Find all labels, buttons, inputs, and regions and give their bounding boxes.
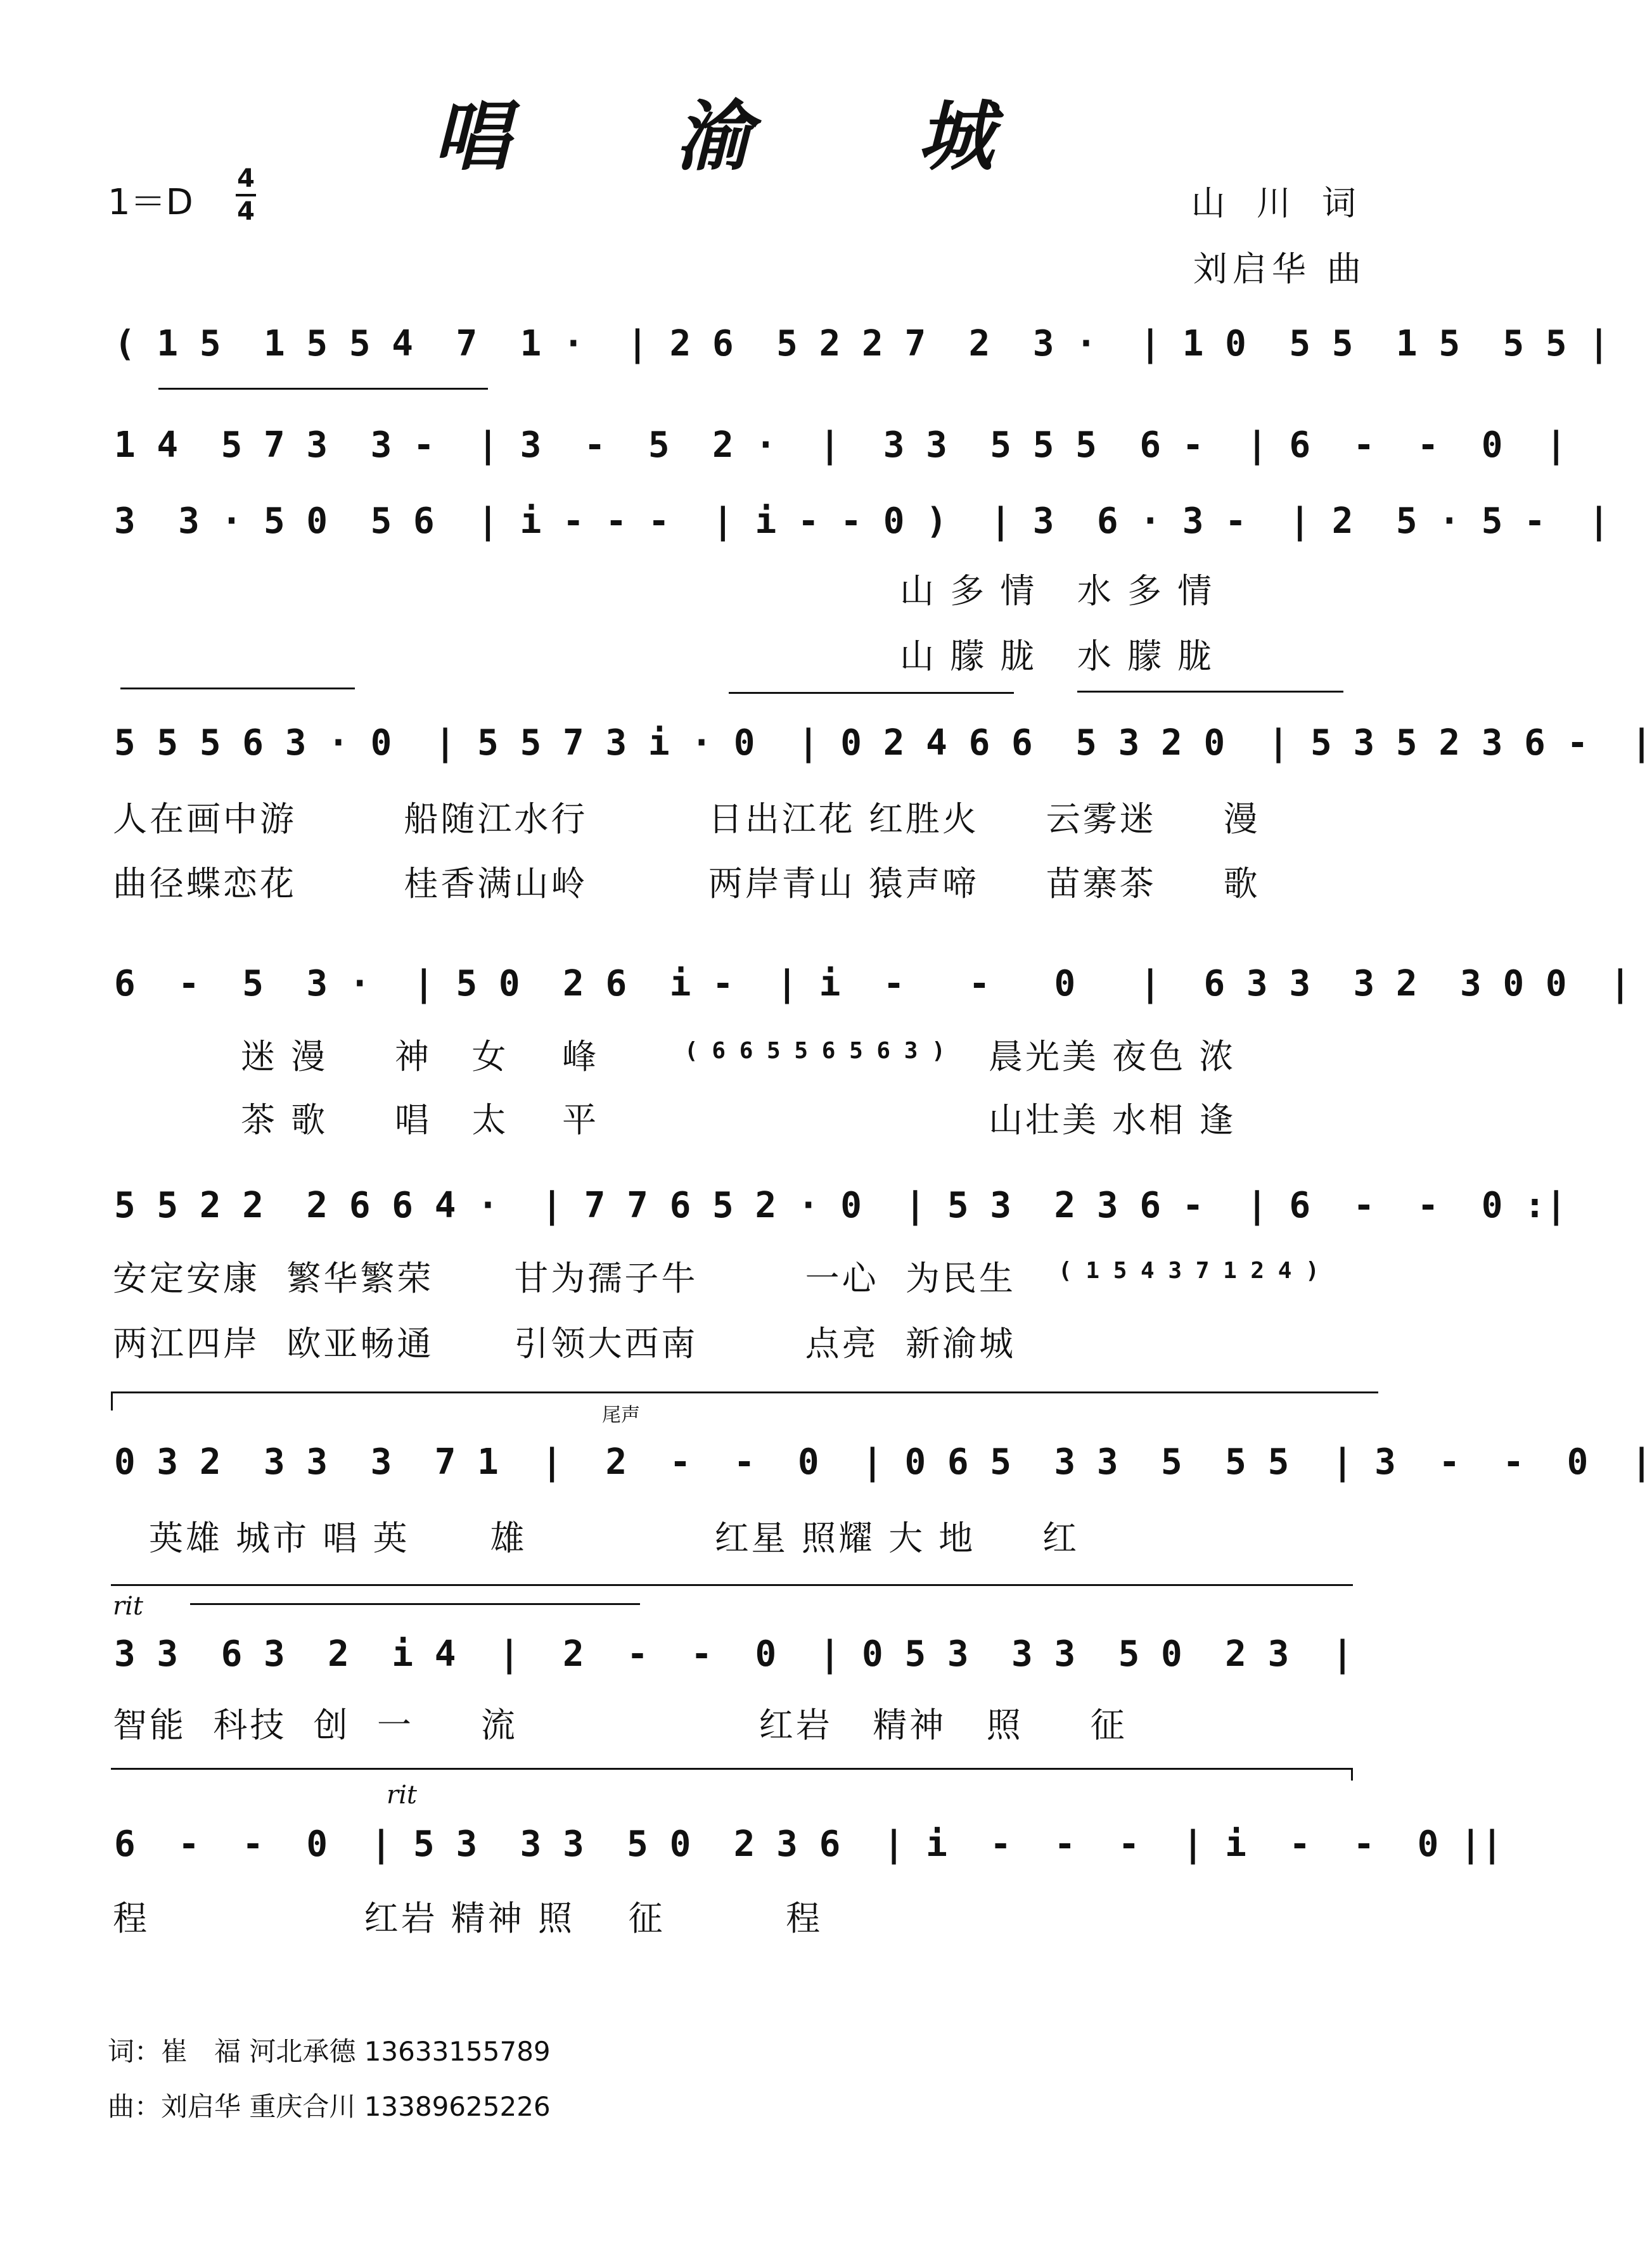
time-signature-top: 4	[237, 164, 255, 193]
lyricist-contact: 词：崔 福 河北承德 13633155789	[108, 2036, 551, 2067]
crescendo-hairpin	[729, 692, 1014, 694]
time-signature-bottom: 4	[237, 197, 255, 226]
lyric-row-5-verse-2: 茶 歌 唱 太 平	[241, 1100, 599, 1140]
key-signature: 1＝D	[108, 182, 193, 223]
lyric-row-3-verse-1: 山 多 情 水 多 情	[900, 571, 1215, 611]
coda-label: 尾声	[602, 1404, 640, 1426]
composer-credit: 刘启华 曲	[1193, 249, 1366, 289]
lyric-row-4-verse-2: 曲径蝶恋花 桂香满山岭 两岸青山 猿声啼 苗寨茶 歌	[113, 864, 1260, 904]
lyric-row-8: 智能 科技 创 一 流 红岩 精神 照 征	[113, 1705, 1127, 1745]
system-divider	[111, 1768, 1353, 1770]
interlude-figure-1: ( 6 6 5 5 6 5 6 3 )	[684, 1038, 945, 1064]
lyric-row-5-verse-1-cont: 晨光美 夜色 浓	[989, 1037, 1236, 1077]
crescendo-hairpin	[120, 688, 355, 689]
lyric-row-5-verse-2-cont: 山壮美 水相 逢	[989, 1100, 1236, 1140]
lyric-row-6-verse-1: 安定安康 繁华繁荣 甘为孺子牛 一心 为民生	[113, 1258, 1016, 1298]
bracket-tick	[1351, 1768, 1353, 1781]
lyric-row-7: 英雄 城市 唱 英 雄 红星 照耀 大 地 红	[149, 1518, 1080, 1558]
notation-row-5: 6 - 5 3 · | 5 0 2 6 i - | i - - 0 | 6 3 3 3 2 3 0 0 |	[114, 963, 1631, 1004]
tempo-mark-rit: rit	[113, 1592, 143, 1621]
lyric-row-6-verse-2: 两江四岸 欧亚畅通 引领大西南 点亮 新渝城	[113, 1324, 1016, 1364]
lyric-row-5-verse-1: 迷 漫 神 女 峰	[241, 1037, 599, 1077]
song-title: 唱 渝 城	[433, 92, 1063, 181]
crescendo-hairpin	[190, 1603, 640, 1605]
crescendo-hairpin	[1077, 691, 1343, 693]
coda-bracket-line	[111, 1391, 1378, 1393]
tempo-mark-rit: rit	[387, 1781, 417, 1810]
notation-row-1: ( 1 5 1 5 5 4 7 1 · | 2 6 5 2 2 7 2 3 · | 1 0 5 5 1 5 5 5 |	[114, 323, 1610, 364]
notation-row-4: 5 5 5 6 3 · 0 | 5 5 7 3 i · 0 | 0 2 4 6 6 5 3 2 0 | 5 3 5 2 3 6 - |	[114, 722, 1652, 764]
composer-contact: 曲：刘启华 重庆合川 13389625226	[108, 2091, 551, 2122]
crescendo-hairpin	[158, 388, 488, 390]
notation-row-6: 5 5 2 2 2 6 6 4 · | 7 7 6 5 2 · 0 | 5 3 2 3 6 - | 6 - - 0 :|	[114, 1185, 1567, 1226]
notation-row-2: 1 4 5 7 3 3 - | 3 - 5 2 · | 3 3 5 5 5 6 - | 6 - - 0 |	[114, 425, 1567, 466]
coda-bracket-tick	[111, 1391, 113, 1410]
lyric-row-4-verse-1: 人在画中游 船随江水行 日出江花 红胜火 云雾迷 漫	[113, 799, 1260, 839]
lyric-row-9: 程 红岩 精神 照 征 程	[113, 1898, 823, 1938]
lyricist-credit: 山 川 词	[1191, 183, 1366, 223]
notation-row-8: 3 3 6 3 2 i 4 | 2 - - 0 | 0 5 3 3 3 5 0 2 3 |	[114, 1634, 1354, 1675]
notation-row-9: 6 - - 0 | 5 3 3 3 5 0 2 3 6 | i - - - | i - - 0 ||	[114, 1824, 1503, 1865]
time-signature	[236, 166, 256, 224]
notation-row-7: 0 3 2 3 3 3 7 1 | 2 - - 0 | 0 6 5 3 3 5 5 5 | 3 - - 0 |	[114, 1442, 1652, 1483]
time-signature-divider	[236, 194, 256, 196]
lyric-row-3-verse-2: 山 朦 胧 水 朦 胧	[900, 636, 1215, 676]
notation-row-3: 3 3 · 5 0 5 6 | i - - - | i - - 0 ) | 3 6 · 3 - | 2 5 · 5 - |	[114, 501, 1610, 542]
interlude-figure-2: ( 1 5 4 3 7 1 2 4 )	[1058, 1258, 1319, 1284]
system-divider	[111, 1584, 1353, 1586]
